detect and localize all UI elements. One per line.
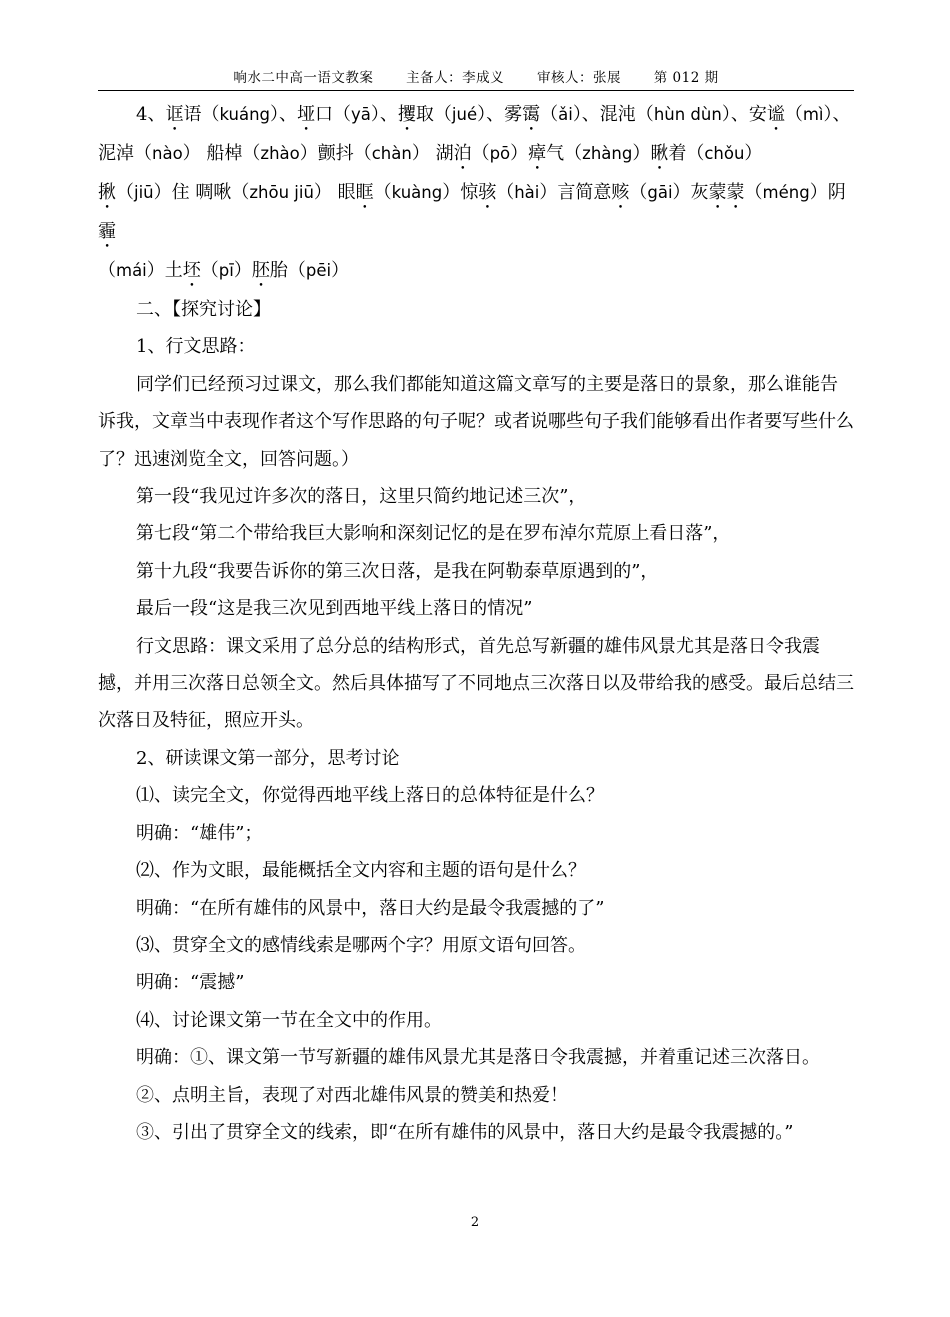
page-header — [98, 66, 854, 91]
subsection-title: 1、行文思路： — [136, 336, 256, 358]
subsection-title: 2、研读课文第一部分，思考讨论 — [136, 747, 400, 769]
vocab-line-2: 泥淖（nào） 船棹（zhào）颤抖（chàn） 湖泊（pō）瘴气（zhàng）瞅着（chǒu） — [98, 143, 763, 164]
answer: 明确：①、课文第一节写新疆的雄伟风景尤其是落日令我震撼，并着重记述三次落日。 — [136, 1047, 820, 1069]
quote-line: 最后一段“这是我三次见到西地平线上落日的情况” — [136, 598, 533, 620]
quote-line: 第七段“第二个带给我巨大影响和深刻记忆的是在罗布淖尔荒原上看日落”， — [136, 523, 731, 545]
vocab-line-1: 4、诓语（kuáng）、垭口（yā）、攫取（jué）、雾霭（ǎi）、混沌（hùn dùn）、安谧（mì）、 — [136, 104, 851, 125]
question: ⑷、讨论课文第一节在全文中的作用。 — [136, 1009, 442, 1031]
answer-point: ②、点明主旨，表现了对西北雄伟风景的赞美和热爱！ — [136, 1084, 568, 1106]
vocab-line-3: 揪（jiū）住 啁啾（zhōu jiū） 眼眶（kuàng）惊骇（hài）言简意赅（gāi）灰蒙蒙（méng）阴霾 — [98, 182, 846, 242]
document-body — [98, 96, 854, 1151]
vocab-line-4: （mái）土坯（pī）胚胎（pēi） — [98, 260, 350, 281]
answer: 明确：“在所有雄伟的风景中，落日大约是最令我震撼的了” — [136, 897, 605, 919]
header-issue: 第 012 期 — [653, 70, 719, 86]
question: ⑵、作为文眼，最能概括全文内容和主题的语句是什么？ — [136, 860, 586, 882]
header-title: 响水二中高一语文教案 — [233, 70, 374, 86]
page-number: 2 — [470, 1215, 480, 1230]
question: ⑴、读完全文，你觉得西地平线上落日的总体特征是什么？ — [136, 785, 604, 807]
header-preparer: 主备人：李成义 — [406, 70, 505, 86]
paragraph: 行文思路：课文采用了总分总的结构形式，首先总写新疆的雄伟风景尤其是落日令我震撼，并用三次落日总领全文。然后具体描写了不同地点三次落日以及带给我的感受。最后总结三次落日及特征，照应开头。 — [98, 635, 854, 732]
question: ⑶、贯穿全文的感情线索是哪两个字？用原文语句回答。 — [136, 934, 586, 956]
answer: 明确：“震撼” — [136, 972, 245, 994]
quote-line: 第十九段“我要告诉你的第三次日落，是我在阿勒泰草原遇到的”， — [136, 560, 659, 582]
answer-point: ③、引出了贯穿全文的线索，即“在所有雄伟的风景中，落日大约是最令我震撼的。” — [136, 1121, 794, 1143]
quote-line: 第一段“我见过许多次的落日，这里只简约地记述三次”， — [136, 486, 587, 508]
paragraph: 同学们已经预习过课文，那么我们都能知道这篇文章写的主要是落日的景象，那么谁能告诉我，文章当中表现作者这个写作思路的句子呢？或者说哪些句子我们能够看出作者要写些什么了？迅速浏览全文，回答问题。） — [98, 373, 854, 470]
section-heading: 二、【探究讨论】 — [136, 299, 271, 320]
header-reviewer: 审核人：张展 — [536, 70, 621, 86]
answer: 明确：“雄伟”； — [136, 822, 263, 844]
